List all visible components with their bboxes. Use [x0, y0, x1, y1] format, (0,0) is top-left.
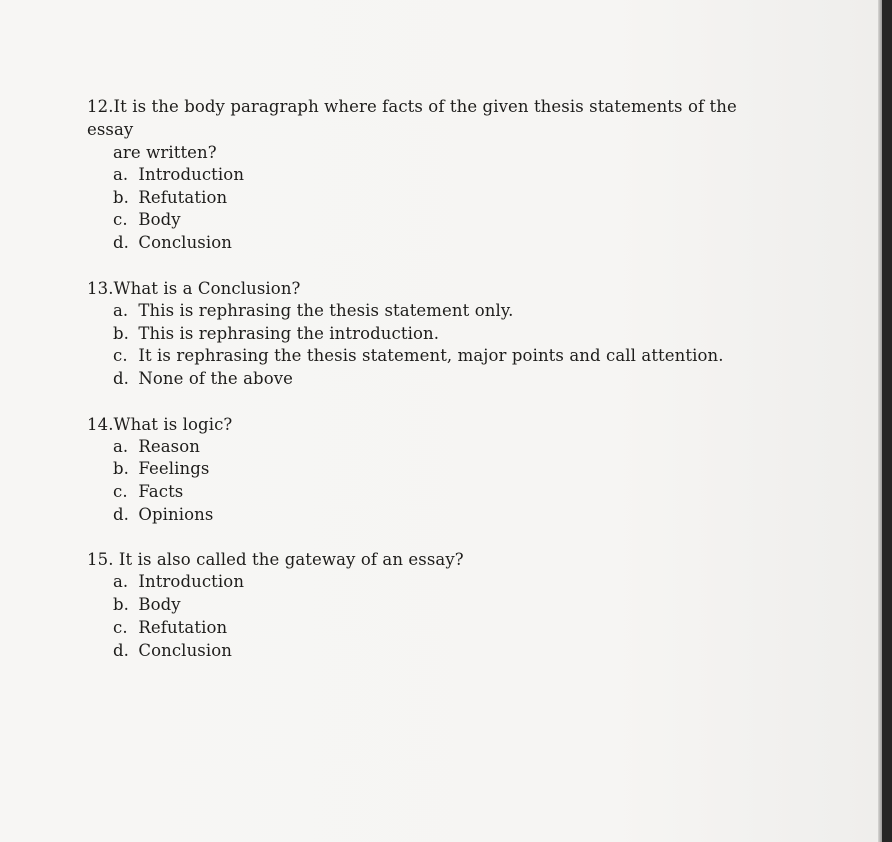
option-letter: b. — [113, 459, 130, 479]
option-c — [87, 617, 787, 640]
option-letter: c. — [113, 482, 128, 502]
quiz-questions — [87, 95, 787, 684]
question-prompt: 12.It is the body paragraph where facts of the given thesis statements of the essay — [87, 97, 737, 139]
option-c — [87, 209, 787, 232]
option-b — [87, 323, 787, 346]
option-text: Feelings — [138, 459, 210, 479]
option-a — [87, 571, 787, 594]
option-letter: b. — [113, 323, 130, 343]
option-text: Facts — [138, 482, 184, 502]
option-letter: a. — [113, 572, 129, 592]
option-b — [87, 458, 787, 481]
option-letter: b. — [113, 595, 130, 615]
option-letter: d. — [113, 368, 130, 388]
option-letter: a. — [113, 165, 129, 184]
question-12 — [87, 95, 787, 255]
option-text: Reason — [138, 436, 201, 456]
option-c — [87, 481, 787, 504]
option-letter: c. — [113, 617, 128, 637]
option-text: It is rephrasing the thesis statement, major points and call attention. — [138, 346, 724, 366]
option-letter: d. — [113, 640, 130, 660]
option-letter: a. — [113, 436, 129, 456]
option-text: Conclusion — [138, 233, 232, 253]
option-a — [87, 436, 787, 459]
option-text: Body — [138, 210, 181, 230]
option-letter: d. — [113, 504, 130, 524]
option-b — [87, 594, 787, 617]
option-c — [87, 345, 787, 368]
option-text: Introduction — [138, 165, 245, 184]
option-letter: c. — [113, 346, 128, 366]
option-d — [87, 640, 787, 663]
option-text: Conclusion — [138, 640, 232, 660]
option-a — [87, 164, 787, 187]
option-letter: b. — [113, 187, 130, 207]
option-d — [87, 368, 787, 391]
option-text: Introduction — [138, 572, 245, 592]
question-prompt: 15. It is also called the gateway of an essay? — [87, 550, 464, 570]
question-prompt: 13.What is a Conclusion? — [87, 278, 301, 298]
question-15 — [87, 548, 787, 662]
option-text: This is rephrasing the introduction. — [138, 323, 440, 343]
page-edge-border — [882, 0, 892, 842]
option-text: Body — [138, 595, 181, 615]
question-13 — [87, 277, 787, 391]
question-prompt-continued: are written? — [113, 143, 217, 162]
option-letter: d. — [113, 233, 130, 253]
option-text: Opinions — [138, 504, 214, 524]
option-d — [87, 504, 787, 527]
option-b — [87, 187, 787, 210]
option-text: None of the above — [138, 368, 294, 388]
option-text: Refutation — [138, 187, 228, 207]
option-letter: c. — [113, 210, 128, 230]
option-letter: a. — [113, 300, 129, 320]
question-14 — [87, 413, 787, 527]
option-a — [87, 300, 787, 323]
option-text: Refutation — [138, 617, 228, 637]
option-d — [87, 232, 787, 255]
question-prompt: 14.What is logic? — [87, 414, 233, 434]
option-text: This is rephrasing the thesis statement only. — [138, 300, 514, 320]
